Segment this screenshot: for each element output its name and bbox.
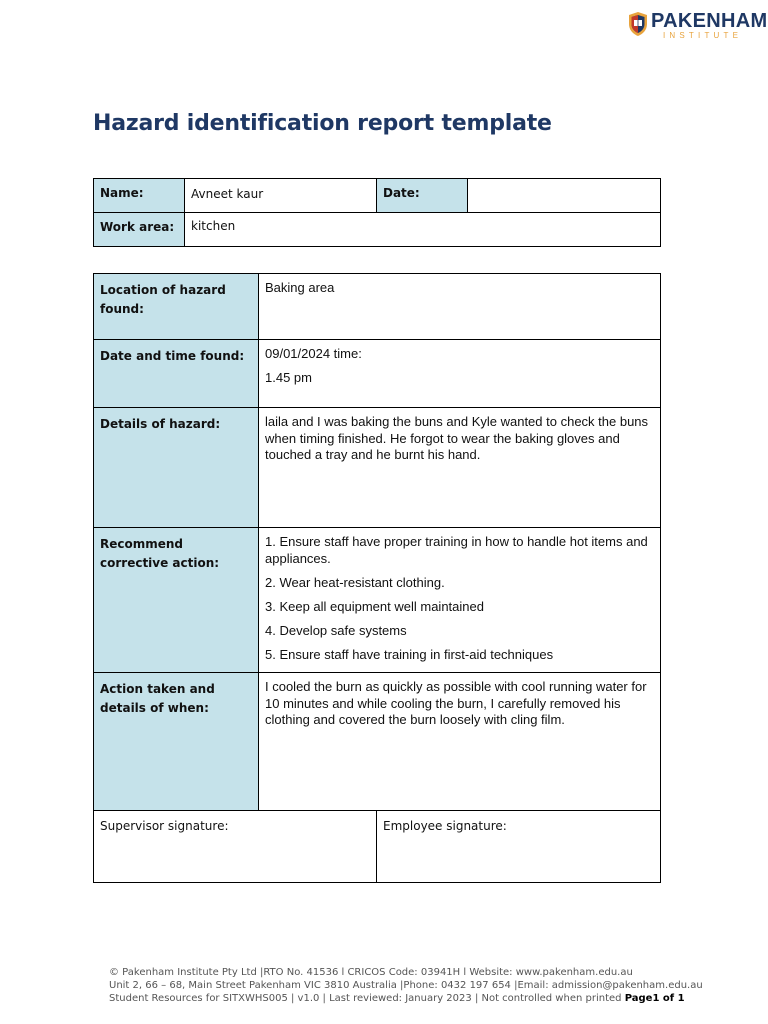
date-label: Date: [377,179,468,213]
page-of: of [662,993,675,1004]
work-area-field[interactable]: kitchen [185,213,661,247]
name-label: Name: [94,179,185,213]
location-label: Location of hazard found: [94,274,259,340]
location-field[interactable] [259,274,661,340]
list-item: 3. Keep all equipment well maintained [265,598,484,614]
location-value: Baking area [265,280,335,295]
logo-subtitle: INSTITUTE [663,31,743,40]
page-footer [109,966,703,1005]
footer-line-2: Unit 2, 66 – 68, Main Street Pakenham VIC 3810 Australia |Phone: 0432 197 654 |Email: admission@pakenham.edu.au [109,980,703,991]
footer-line-3-text: Student Resources for SITXWHS005 | v1.0 | Last reviewed: January 2023 | Not controlled when printed [109,993,622,1004]
list-item: 1. Ensure staff have proper training in how to handle hot items and appliances. [265,534,648,566]
shield-crest-icon [627,11,649,37]
logo-name: PAKENHAM [651,10,768,32]
supervisor-signature-label: Supervisor signature: [100,819,229,833]
date-time-line-2: 1.45 pm [265,369,312,385]
date-field[interactable] [468,179,661,213]
footer-line-3 [109,992,703,1005]
page-current: 1 [652,993,660,1004]
pakenham-logo [627,9,768,41]
list-item: 2. Wear heat-resistant clothing. [265,574,445,590]
details-label: Details of hazard: [94,408,259,528]
page-number [625,993,685,1004]
corrective-action-field[interactable] [259,528,661,673]
employee-signature-field[interactable] [377,811,661,883]
footer-line-1: © Pakenham Institute Pty Ltd |RTO No. 41536 l CRICOS Code: 03941H l Website: www.pakenham.edu.au [109,967,633,978]
corrective-action-label: Recommend corrective action: [94,528,259,673]
page-total: 1 [677,993,685,1004]
details-field[interactable] [259,408,661,528]
list-item: 4. Develop safe systems [265,622,407,638]
employee-info-table [93,178,661,247]
date-time-label: Date and time found: [94,340,259,408]
list-item: 5. Ensure staff have training in first-aid techniques [265,646,554,662]
details-value: laila and I was baking the buns and Kyle wanted to check the buns when timing finished. He forgot to wear the baking gloves and touched a tray and he burnt his hand. [265,414,649,462]
employee-signature-label: Employee signature: [383,819,507,833]
name-field[interactable]: Avneet kaur [185,179,377,213]
date-time-field[interactable] [259,340,661,408]
page-title: Hazard identification report template [93,111,552,136]
action-taken-value: I cooled the burn as quickly as possible with cool running water for 10 minutes and while cooling the burn, I carefully removed his clothing and covered the burn loosely with cling film. [265,679,647,727]
supervisor-signature-field[interactable] [94,811,377,883]
hazard-report-table [93,273,661,883]
work-area-label: Work area: [94,213,185,247]
action-taken-label: Action taken and details of when: [94,673,259,811]
action-taken-field[interactable] [259,673,661,811]
date-time-line-1: 09/01/2024 time: [265,346,362,361]
page-word: Page [624,993,653,1004]
